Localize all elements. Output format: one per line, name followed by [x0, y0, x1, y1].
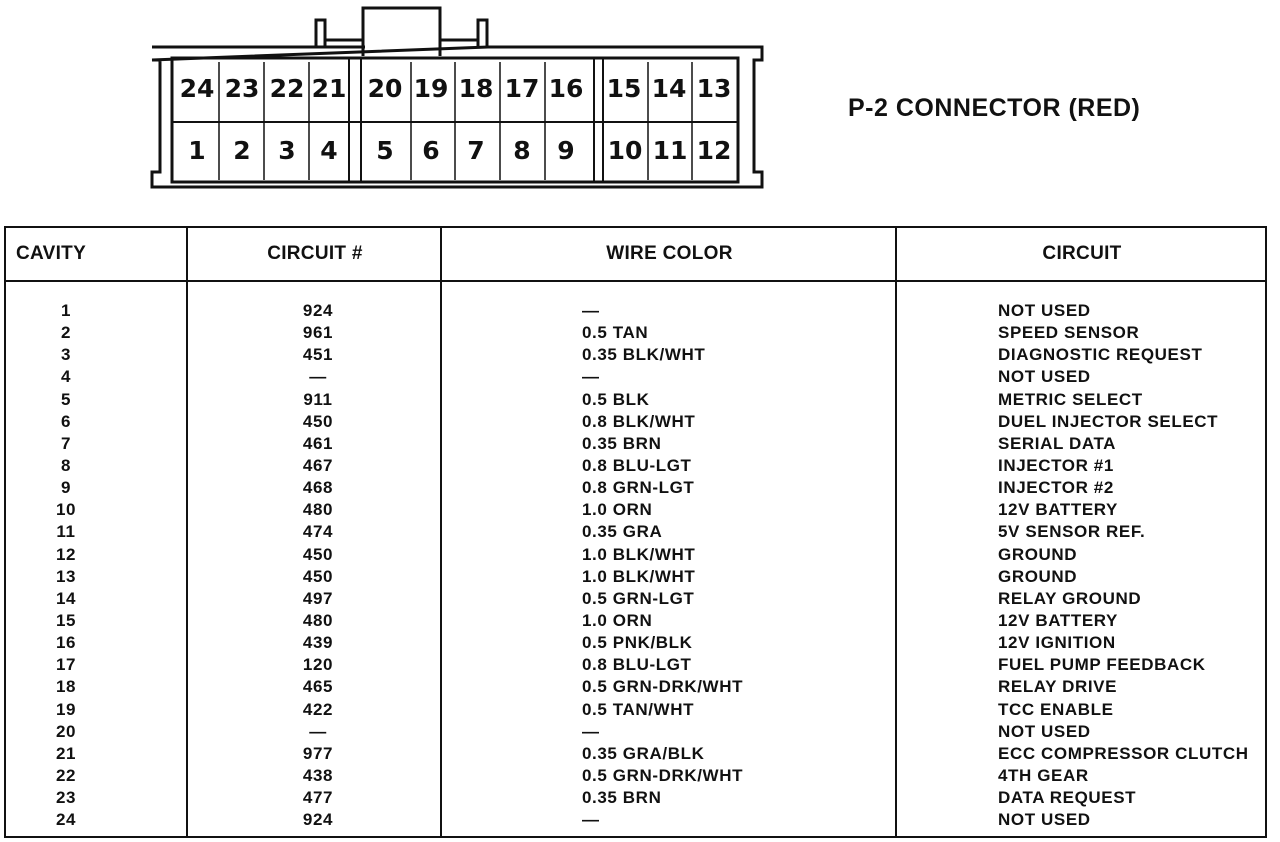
- connector-housing: [152, 47, 762, 187]
- wire-color-cell: 1.0 BLK/WHT: [582, 544, 696, 564]
- cavity-cell: 14: [55, 588, 77, 608]
- pin-label: 21: [311, 74, 347, 103]
- header-circuit: CIRCUIT: [897, 228, 1267, 282]
- circuit-description-cell: SPEED SENSOR: [998, 323, 1140, 343]
- pin-label: 23: [224, 74, 260, 103]
- table-row: [6, 655, 1265, 677]
- header-cavity: CAVITY: [6, 228, 188, 282]
- table-row: [6, 545, 1265, 567]
- circuit-description-cell: NOT USED: [998, 367, 1091, 387]
- pin-label: 13: [696, 74, 732, 103]
- circuit-number-cell: —: [309, 721, 327, 741]
- circuit-number-cell: 468: [302, 478, 334, 498]
- cavity-cell: 19: [55, 699, 77, 719]
- pin-label: 6: [422, 136, 440, 165]
- pin-label: 4: [320, 136, 338, 165]
- wire-color-cell: 0.5 GRN-DRK/WHT: [582, 677, 744, 697]
- connector-title: P-2 CONNECTOR (RED): [848, 94, 1141, 122]
- pin-label: 1: [188, 136, 206, 165]
- pin-label: 22: [269, 74, 305, 103]
- cavity-cell: 3: [60, 345, 72, 365]
- wire-color-cell: 0.35 BLK/WHT: [582, 345, 706, 365]
- pin-label: 10: [607, 136, 643, 165]
- wire-color-cell: —: [582, 301, 600, 320]
- circuit-number-cell: 450: [302, 544, 334, 564]
- table-row: [6, 567, 1265, 589]
- pin-label: 5: [376, 136, 394, 165]
- pin-label: 7: [467, 136, 485, 165]
- cavity-cell: 24: [55, 810, 77, 830]
- circuit-number-cell: 422: [302, 699, 334, 719]
- circuit-description-cell: ECC COMPRESSOR CLUTCH: [998, 743, 1249, 763]
- wire-color-cell: 0.5 GRN-DRK/WHT: [582, 765, 744, 785]
- circuit-description-cell: DATA REQUEST: [998, 788, 1137, 808]
- wire-color-cell: 1.0 BLK/WHT: [582, 566, 696, 586]
- circuit-description-cell: INJECTOR #2: [998, 478, 1114, 498]
- table-row: [6, 744, 1265, 766]
- cavity-cell: 18: [55, 677, 77, 697]
- circuit-description-cell: GROUND: [998, 544, 1078, 564]
- wire-color-cell: 0.8 BLU-LGT: [582, 455, 692, 475]
- cavity-cell: 4: [60, 367, 72, 387]
- circuit-description-cell: NOT USED: [998, 301, 1091, 320]
- table-row: [6, 788, 1265, 810]
- circuit-number-cell: 480: [302, 500, 334, 520]
- table-row: [6, 522, 1265, 544]
- latch-tab-left: [316, 20, 325, 47]
- circuit-number-cell: 120: [302, 655, 334, 675]
- connector-bottom-row: [188, 136, 731, 165]
- wire-color-cell: 0.8 GRN-LGT: [582, 478, 695, 498]
- table-row: [6, 611, 1265, 633]
- circuit-description-cell: 12V BATTERY: [998, 610, 1118, 630]
- cavity-cell: 2: [60, 323, 72, 343]
- header-circuit-number: CIRCUIT #: [188, 228, 442, 282]
- wire-color-cell: —: [582, 721, 600, 741]
- wire-color-cell: 0.35 BRN: [582, 788, 662, 808]
- circuit-number-cell: 477: [302, 788, 334, 808]
- cavity-cell: 5: [60, 389, 72, 409]
- pin-label: 20: [367, 74, 403, 103]
- cavity-cell: 12: [55, 544, 77, 564]
- circuit-number-cell: 461: [302, 433, 334, 453]
- circuit-description-cell: 12V BATTERY: [998, 500, 1118, 520]
- circuit-number-cell: 497: [302, 588, 334, 608]
- cavity-cell: 10: [55, 500, 77, 520]
- cavity-cell: 7: [60, 433, 72, 453]
- circuit-number-cell: 924: [302, 301, 334, 320]
- pin-label: 3: [278, 136, 296, 165]
- pin-label: 2: [233, 136, 251, 165]
- circuit-number-cell: 924: [302, 810, 334, 830]
- circuit-description-cell: FUEL PUMP FEEDBACK: [998, 655, 1206, 675]
- pin-label: 8: [513, 136, 531, 165]
- circuit-number-cell: 450: [302, 566, 334, 586]
- table-body: [6, 301, 1265, 832]
- circuit-description-cell: 4TH GEAR: [998, 765, 1089, 785]
- table-row: [6, 478, 1265, 500]
- wire-color-cell: 0.35 GRA/BLK: [582, 743, 705, 763]
- cavity-cell: 11: [56, 522, 76, 542]
- circuit-description-cell: NOT USED: [998, 810, 1091, 830]
- wire-color-cell: —: [582, 367, 600, 387]
- pin-label: 24: [179, 74, 215, 103]
- table-row: [6, 301, 1265, 323]
- table-row: [6, 700, 1265, 722]
- circuit-description-cell: 5V SENSOR REF.: [998, 522, 1146, 542]
- circuit-description-cell: NOT USED: [998, 721, 1091, 741]
- wire-color-cell: 0.35 GRA: [582, 522, 663, 542]
- circuit-number-cell: 439: [302, 633, 334, 653]
- circuit-description-cell: DIAGNOSTIC REQUEST: [998, 345, 1203, 365]
- pin-label: 19: [413, 74, 449, 103]
- cavity-cell: 15: [55, 610, 77, 630]
- cavity-cell: 17: [55, 655, 77, 675]
- circuit-number-cell: 474: [302, 522, 334, 542]
- cavity-cell: 13: [55, 566, 77, 586]
- wire-color-cell: —: [582, 810, 600, 830]
- latch-tab-right: [478, 20, 487, 47]
- wire-color-cell: 0.8 BLK/WHT: [582, 411, 696, 431]
- table-row: [6, 589, 1265, 611]
- table-row: [6, 677, 1265, 699]
- table-row: [6, 633, 1265, 655]
- circuit-number-cell: 467: [302, 455, 334, 475]
- circuit-number-cell: 451: [302, 345, 334, 365]
- wire-color-cell: 0.5 GRN-LGT: [582, 588, 695, 608]
- circuit-description-cell: RELAY GROUND: [998, 588, 1142, 608]
- cavity-cell: 22: [55, 765, 77, 785]
- circuit-number-cell: —: [309, 367, 327, 387]
- cavity-cell: 23: [55, 788, 77, 808]
- table-row: [6, 434, 1265, 456]
- wire-color-cell: 0.35 BRN: [582, 433, 662, 453]
- pin-label: 11: [652, 136, 688, 165]
- table-row: [6, 810, 1265, 832]
- table-row: [6, 412, 1265, 434]
- connector-diagram: [0, 0, 800, 200]
- circuit-number-cell: 961: [302, 323, 334, 343]
- wire-color-cell: 0.5 BLK: [582, 389, 650, 409]
- circuit-number-cell: 977: [302, 743, 334, 763]
- table-row: [6, 766, 1265, 788]
- circuit-description-cell: TCC ENABLE: [998, 699, 1114, 719]
- pin-label: 18: [458, 74, 494, 103]
- cavity-cell: 20: [55, 721, 77, 741]
- table-row: [6, 367, 1265, 389]
- pin-label: 9: [557, 136, 575, 165]
- pin-label: 16: [548, 74, 584, 103]
- pin-table: [4, 226, 1267, 838]
- wire-color-cell: 1.0 ORN: [582, 500, 653, 520]
- circuit-description-cell: INJECTOR #1: [998, 455, 1114, 475]
- pin-label: 15: [606, 74, 642, 103]
- table-row: [6, 500, 1265, 522]
- circuit-number-cell: 438: [302, 765, 334, 785]
- wire-color-cell: 1.0 ORN: [582, 610, 653, 630]
- wire-color-cell: 0.5 PNK/BLK: [582, 633, 693, 653]
- circuit-description-cell: SERIAL DATA: [998, 433, 1117, 453]
- cavity-cell: 9: [60, 478, 72, 498]
- pin-label: 17: [504, 74, 540, 103]
- table-row: [6, 722, 1265, 744]
- cavity-cell: 6: [60, 411, 72, 431]
- circuit-number-cell: 911: [303, 389, 333, 409]
- cavity-cell: 1: [60, 301, 72, 320]
- table-row: [6, 390, 1265, 412]
- table-row: [6, 456, 1265, 478]
- wire-color-cell: 0.5 TAN/WHT: [582, 699, 695, 719]
- cavity-cell: 8: [60, 455, 72, 475]
- pin-label: 12: [696, 136, 732, 165]
- pin-label: 14: [651, 74, 687, 103]
- table-row: [6, 323, 1265, 345]
- wire-color-cell: 0.8 BLU-LGT: [582, 655, 692, 675]
- circuit-description-cell: METRIC SELECT: [998, 389, 1143, 409]
- circuit-description-cell: RELAY DRIVE: [998, 677, 1118, 697]
- cavity-cell: 21: [55, 743, 77, 763]
- circuit-number-cell: 450: [302, 411, 334, 431]
- circuit-number-cell: 465: [302, 677, 334, 697]
- table-row: [6, 345, 1265, 367]
- circuit-number-cell: 480: [302, 610, 334, 630]
- circuit-description-cell: DUEL INJECTOR SELECT: [998, 411, 1219, 431]
- header-wire-color: WIRE COLOR: [442, 228, 897, 282]
- circuit-description-cell: GROUND: [998, 566, 1078, 586]
- circuit-description-cell: 12V IGNITION: [998, 633, 1116, 653]
- cavity-cell: 16: [55, 633, 77, 653]
- wire-color-cell: 0.5 TAN: [582, 323, 649, 343]
